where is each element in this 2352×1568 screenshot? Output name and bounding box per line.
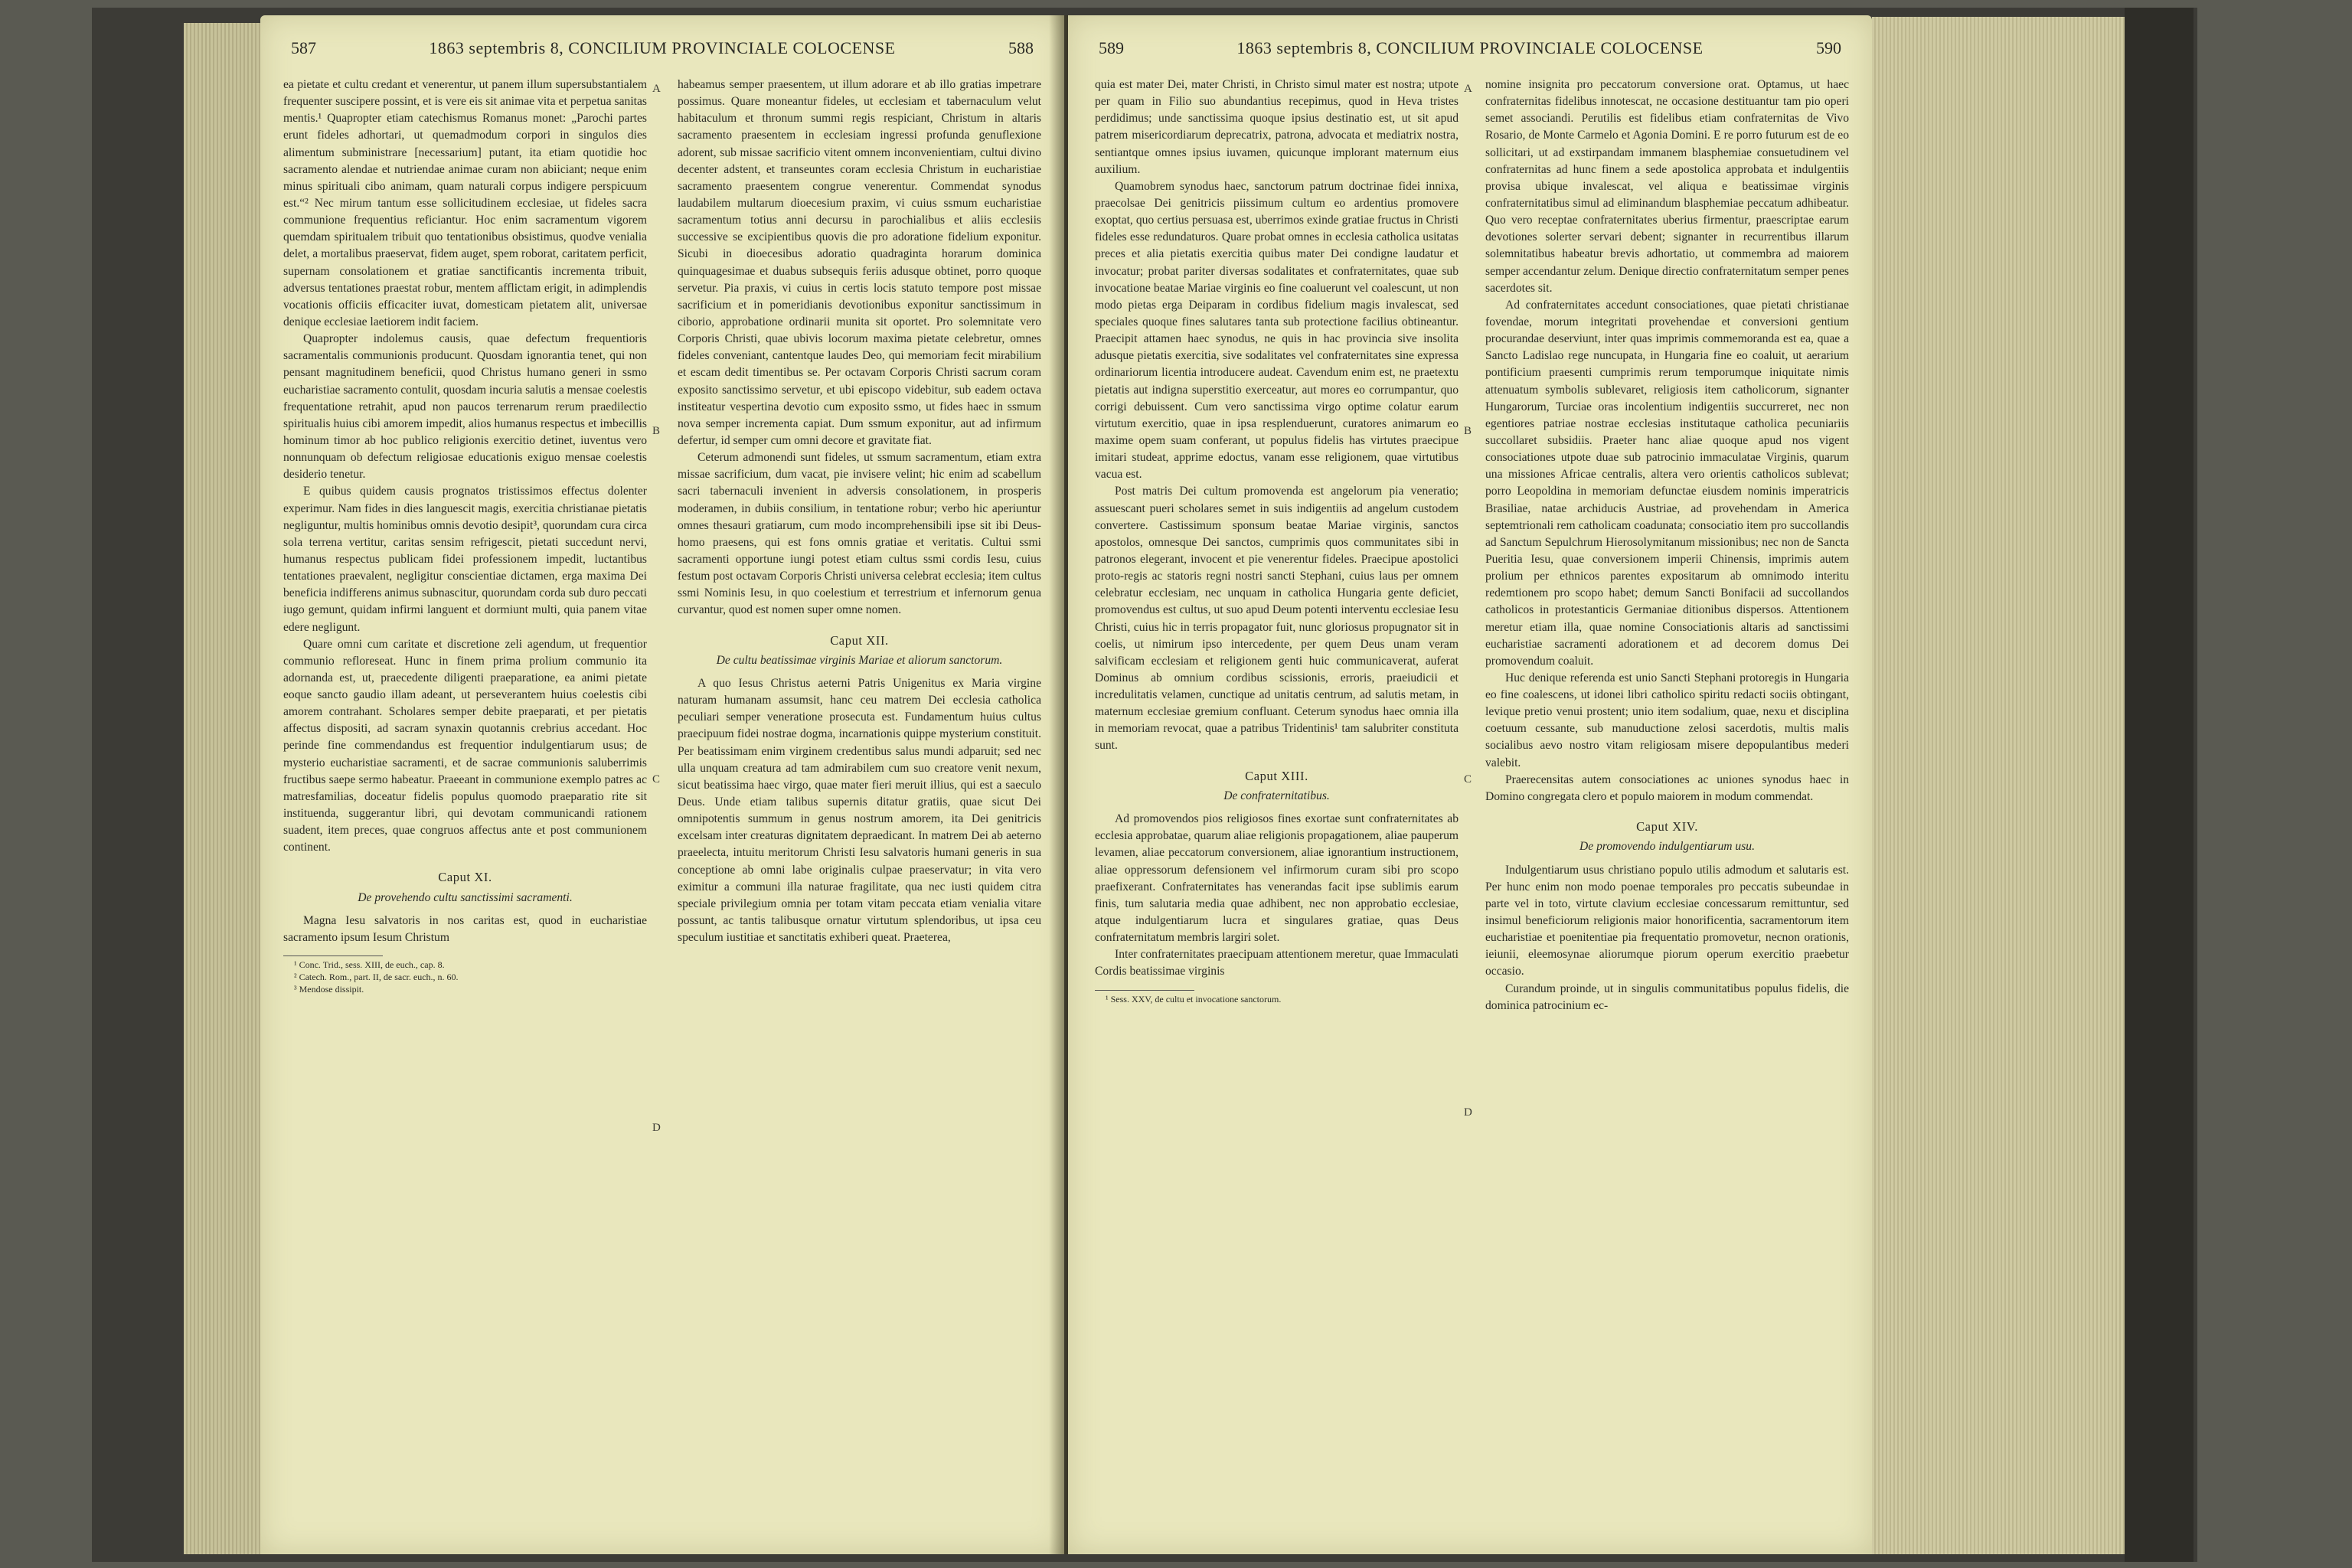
text-column-1 bbox=[283, 77, 647, 995]
page-number-right: 590 bbox=[1815, 38, 1841, 57]
paragraph: habeamus semper praesentem, ut illum adorare et ab illo gratias impetrare possimus. Quare moneantur fideles, ut ecclesiam et tabernaculum velut habitaculum et thronum summi regis respiciant, Christum in altaris sacramento praesentem in ecclesiam ingressi profunda genuflexione adorent, sub missae sacrificio vitent omnem inconvenientiam, cultui divino decenter adstent, et transeuntes coram ecclesia Christum in eucharistiae sacramento praesentem congrue venerentur. Commendat synodus laudabilem multarum dioecesium praxim, vi cuius ssmum eucharistiae sacramentum totius anni decursu in parochialibus et aliis ecclesiis successive se excipientibus quovis die pro adoratione fidelium exponitur. Sicubi in dioecesibus adoratio quadraginta horarum dominica quinquagesimae et duabus subsequis feriis adusque obtinet, porro quoque servetur. Pia praxis, vi cuius in certis locis statuto tempore post missae sacrificium et in pomeridianis devotionibus exponitur sanctissimum in ciborio, approbatione ordinarii munita sit oportet. Pro solemnitate vero Corporis Christi, quae ubivis locorum maxima pietate celebretur, omnes fideles conveniant, cantentque laudes Deo, qui memoriam fecit mirabilium et escam dedit timentibus se. Per octavam Corporis Christi sacrum coram exposito sanctissimo servetur, et ubi episcopo videbitur, sub eadem octava institeatur vespertina devotio cum exposito ssmo, ut fides haec in ssmum nova semper incrementa capiat. Dum ssmum exponitur, aut ad infirmum defertur, id semper cum omni decore et gravitate fiat. bbox=[678, 78, 1041, 447]
margin-letter: C bbox=[1464, 773, 1472, 786]
running-title: 1863 septembris 8, CONCILIUM PROVINCIALE COLOCENSE bbox=[1236, 38, 1704, 57]
running-title: 1863 septembris 8, CONCILIUM PROVINCIALE COLOCENSE bbox=[429, 38, 896, 57]
margin-letter: B bbox=[1464, 425, 1472, 437]
chapter-heading: Caput XIV. bbox=[1636, 819, 1698, 835]
footnote: ³ Mendose dissipit. bbox=[294, 983, 364, 995]
footnotes bbox=[283, 959, 647, 995]
text-column-2 bbox=[678, 77, 1041, 946]
chapter-subtitle: De provehendo cultu sanctissimi sacramenti. bbox=[358, 890, 573, 904]
page-number-left: 587 bbox=[291, 38, 316, 57]
right-page-edges bbox=[1872, 17, 2125, 1554]
paragraph: Ceterum admonendi sunt fideles, ut ssmum sacramentum, etiam extra missae sacrificium, dum vacat, pie invisere velint; hic enim ad scabellum sacri tabernaculi invenient in adversis consolationem, in prosperis moderamen, in dubiis consilium, in tentatione robur; verbo hic aperiuntur omnes thesauri gratiarum, cum modo incomprehensibili ipse sit ibi Deus-homo praesens, qui est fons omnis gratiae et veritatis. Cultui ssmi sacramenti opportune iungi potest etiam cultus ssmi cordis Iesu, cuius festum post octavam Corporis Christi universa celebrat ecclesia; item cultus ssmi Nominis Iesu, in quo coelestium et terrestrium et infernorum genua curvantur, quod est nomen super omne nomen. bbox=[678, 451, 1041, 617]
paragraph: Ad promovendos pios religiosos fines exortae sunt confraternitates ab ecclesia approbatae, quarum aliae religionis propagationem, aliae pauperum levamen, aliae peccatorum conversionem, aliae ignorantium instructionem, aliae oppressorum defensionem vel infirmorum curam sibi pro scopo praefixerant. Confraternitates has venerandas facit ipse sublimis earum finis, tum salutaria media quae adhibent, nec non approbatio ecclesiae, atque indulgentiarum lucra et singulares gratiae, quas Deus confraternitatum membris largiri solet. bbox=[1095, 812, 1459, 945]
footnote-divider bbox=[1095, 990, 1194, 991]
paragraph: Inter confraternitates praecipuam attentionem meretur, quae Immaculati Cordis beatissimae virginis bbox=[1095, 948, 1459, 978]
left-page bbox=[260, 15, 1064, 1554]
chapter-subtitle: De promovendo indulgentiarum usu. bbox=[1579, 840, 1755, 854]
paragraph: ea pietate et cultu credant et venerentur, ut panem illum supersubstantialem frequenter suscipere possint, et is vere eis sit animae vita et perpetua sanitas mentis.¹ Quapropter etiam catechismus Romanus monet: „Parochi partes erunt fideles adhortari, ut quemadmodum corpori in singulos dies alimentum subministrare [necessarium] putant, ita etiam quotidie hoc sacramento alendae et nutriendae animae curam non abiiciant; neque enim minus spirituali cibo animam, quam naturali corpus indigere perspicuum est.“² Nec mirum tantum esse sollicitudinem ecclesiae, ut fideles sacra communione frequentius reficiantur. Hoc enim sacramentum vigorem quemdam spiritualem tribuit quo tentationibus obsistimus, quodve venialia delet, a mortalibus praeservat, fidem auget, spem roborat, caritatem perficit, supernam consolationem et gratiae sanctificantis incrementa tribuit, adversus tentationes praestat robur, mentem afflictam erigit, in adimplendis vocationis officiis efficaciter iuvat, domesticam pietatem alit, universae denique ecclesiae laetiorem indit faciem. bbox=[283, 78, 647, 328]
chapter-subtitle: De confraternitatibus. bbox=[1223, 789, 1330, 803]
running-head bbox=[1099, 35, 1841, 61]
text-column-2 bbox=[1485, 77, 1849, 1014]
paragraph: nomine insignita pro peccatorum conversione orat. Optamus, ut haec confraternitas fidelibus innotescat, ne occasione destituantur tam pio operi semet associandi. Perutilis est fidelibus etiam confraternitas de Vivo Rosario, de Monte Carmelo et Agonia Domini. E re porro futurum est de eo sollicitari, ut ad exstirpandam immanem blasphemiae consuetudinem vel confraternitas ad hunc finem a sede apostolica approbata et indulgentiis provisa ubique invalescat, vel aliqua e beatissimae virginis confraternitatibus simul ad eliminandum blasphemiae peccatum adhibeatur. Quo vero receptae confraternitates uberius firmentur, praescriptae earum devotiones solerter servari debent; signanter in recurrentibus illarum solemnitatibus habeatur brevis adhortatio, ut commembra ad maiorem semper accendantur zelum. Denique directio confraternitatum semper penes sacerdotes sit. bbox=[1485, 78, 1849, 295]
chapter-heading: Caput XIII. bbox=[1245, 768, 1308, 783]
paragraph: Post matris Dei cultum promovenda est angelorum pia veneratio; assuescant pueri scholares semet in suis indigentiis ad angelum custodem convertere. Castissimum sponsum beatae Mariae virginis, sanctos apostolos, omnesque Dei sanctos, cumprimis quos communitates sibi in patronos elegerant, invocent et pie venerentur fideles. Praecipue apostolici proto-regis ac statoris regni nostri sancti Stephani, cuius laus per omnem celebratur ecclesiam, nec unquam in catholica Hungaria gente deficiet, promovendus est cultus, ut suo apud Deum potenti interventu ecclesiae Iesu Christi, cuius hic in terris propagator fuit, nunc gloriosus propugnator sit in coelis, ut nimirum ipso intercedente, per quem Deus unam veram salvificam ecclesiam et religionem genti huic communicaverat, auferat Dominus ab omnium cordibus scissionis, erroris, praeiudicii et incredulitatis velamen, cunctique ad unitatis centrum, ad salutis metam, in maternum ecclesiae gremium confluant. Ceterum synodus haec omnia illa in memoriam revocat, quae a patribus Tridentinis¹ tam salubriter constituta sunt. bbox=[1095, 485, 1459, 753]
paragraph: Quare omni cum caritate et discretione zeli agendum, ut frequentior communio refloreseat. Hunc in finem prima prolium communio ita adornanda est, ut, praecedente diligenti praeparatione, ea animi pietate eoque sancto gaudio illam adeant, ut perseverantem huius coelestis cibi amorem contrahant. Scholares semper debite praeparati, et per pietatis affectus dispositi, ad sacram synaxin quotannis crebrius accedant. Hoc perinde fine commendandus est frequentior indulgentiarum usus; de mysterio eucharistiae sacramenti, et de sacrae communionis saluberrimis fructibus saepe sermo habeatur. Praeeant in communione exemplo patres ac matresfamilias, doceatur fidelis populus quomodo praeparatio rite sit instituenda, suggerantur libri, qui devotam communicandi rationem suadent, item preces, quae congruos affectus ante et post communionem continent. bbox=[283, 637, 647, 854]
paragraph: quia est mater Dei, mater Christi, in Christo simul mater est nostra; utpote per quam in Filio suo abundantius recepimus, quod in Heva tristes perdidimus; unde sanctissima quoque ipsius destinatio est, ut sit apud patrem misericordiarum deprecatrix, patrona, advocata et mediatrix nostra, sentiantque omnes ipsius iuvamen, quicunque implorant maternum eius auxilium. bbox=[1095, 78, 1459, 176]
paragraph: Quamobrem synodus haec, sanctorum patrum doctrinae fidei innixa, praecolsae Dei genitricis piissimum cultum eo ardentius promovere exoptat, quo certius persuasa est, uberrimos exinde gratiae fructus in Christi fideles esse redundaturos. Quare probat omnes in ecclesia catholica usitatas preces et alia pietatis exercitia quibus mater Dei condigne laudatur et invocatur; probat pariter diversas sodalitates et confraternitates, quae sub invocatione beatae Mariae virginis eo fine coaluerunt vel coalescunt, ut non modo pietas erga Deiparam in cordibus fidelium magis invalescat, sed speciales quoque fines salutares tanta sub protectione facilius obtineantur. Praecipit attamen haec synodus, ne quis in hac provincia sive insolita adusque pietatis exercitia, sive sodalitates vel confraternitates sine expressa ordinariorum licentia introducere audeat. Cavendum enim est, ne praetextu pietatis aut indigna superstitio exerceatur, aut mores eo corrumpantur, quo corrigi debuissent. Cum vero sanctissima virgo optime colatur earum virtutum exercitio, quae in ipsa resplenduerunt, curatores animarum eo maxime opem suam conferant, ut populus fidelis has virtutes praecipue imitari studeat, apprime edoctus, vanam esse religionem, quae virtutibus vacua est. bbox=[1095, 179, 1459, 482]
margin-letter: D bbox=[1464, 1106, 1472, 1119]
paragraph: A quo Iesus Christus aeterni Patris Unigenitus ex Maria virgine naturam humanam assumsit, hanc ceu matrem Dei ecclesia catholica peculiari semper veneratione prosecuta est. Fundamentum huius cultus praecipuum fidei nostrae dogma, incarnationis quippe mysterium constituit. Per beatissimam enim virginem credentibus salus mundi adparuit; sed nec ulla unquam creatura ad tam admirabilem cum suo creatore venit nexum, sicut beatissima haec virgo, quae mater fieri meruit illius, qui est a saeculo Deus. Unde etiam talibus supernis ditatur gratiis, quae sicut Dei omnipotentis summum in genus nostrum amorem, ita Dei genitricis excelsam inter creaturas dignitatem depraedicant. In matrem Dei ab aeterno praeelecta, intuitu meritorum Christi Iesu salvatoris humani generis in sua conceptione ab omni labe originalis culpae praeservatur; in vita vero eximitur a communi illa naturae fragilitate, qua nec iusti quidem citra speciale privilegium omnia per totam vitam peccata etiam venialia vitare possunt, ac tantis talibusque ornatur virtutum splendoribus, ut ipsa ceu speculum iustitiae et sanctitatis exhiberi queat. Praeterea, bbox=[678, 677, 1041, 945]
right-page bbox=[1068, 15, 1872, 1554]
footnote: ² Catech. Rom., part. II, de sacr. euch., n. 60. bbox=[294, 971, 459, 982]
footnote: ¹ Conc. Trid., sess. XIII, de euch., cap. 8. bbox=[294, 959, 445, 971]
footnotes bbox=[1095, 994, 1459, 1006]
chapter-heading: Caput XII. bbox=[830, 632, 889, 648]
footnote: ¹ Sess. XXV, de cultu et invocatione sanctorum. bbox=[1106, 993, 1282, 1004]
margin-letter: B bbox=[652, 425, 661, 437]
chapter-subtitle: De cultu beatissimae virginis Mariae et aliorum sanctorum. bbox=[716, 653, 1003, 667]
margin-letter: A bbox=[652, 83, 661, 95]
book-cover-edge bbox=[2125, 8, 2194, 1562]
paragraph: Curandum proinde, ut in singulis communitatibus populus fidelis, die dominica patrocinium ec- bbox=[1485, 982, 1849, 1012]
chapter-heading: Caput XI. bbox=[438, 870, 492, 885]
paragraph: Ad confraternitates accedunt consociationes, quae pietati christianae fovendae, morum integritati provehendae et conversioni gentium procurandae deserviunt, inter quas imprimis commemoranda est ea, quae a Sancto Ladislao rege nuncupata, in Hungaria fine eo coaluit, ut aerarium pontificium praesenti cumprimis rerum temporumque iniquitate nimis attenuatum symbolis sublevaret, religiosis item catholicorum, signanter Hungarorum, Turciae oras incolentium indigentiis succurreret, nec non egentiores patriae nostrae ecclesias institutaque catholica pecuniariis succollaret subsidiis. Praeter hanc aliae quoque apud nos vigent consociationes utpote duae sub patrocinio immaculatae Virginis, quarum una missiones Africae centralis, altera vero orientis catholicos sublevat; porro Leopoldina in memoriam defunctae eiusdem nominis imperatricis Brasiliae, natae archiducis Austriae, ad provehendam in America septemtrionali rem catholicam coadunata; consociatio item pro succollandis ad Sanctum Sepulchrum Hierosolymitanum missionibus; nec non de Sancta Pueritia Iesu, quae conversionem imperii Chinensis, imprimis autem prolium per ethnicos parentes expositarum ab omnimodo interitu redemtionem pro scopo habet; demum Sancti Bonifacii ad succollandos catholicos in protestanticis Germaniae ditionibus dispersos. Attentionem meretur etiam illa, quae nomine Consociationis altaris ad sanctissimi eucharistiae sacramenti adorationem et ad decorem domus Dei promovendum coaluit. bbox=[1485, 298, 1849, 668]
margin-letter: D bbox=[652, 1122, 661, 1134]
paragraph: Praerecensitas autem consociationes ac uniones synodus haec in Domino congregata clero et populo maiorem in modum commendat. bbox=[1485, 773, 1849, 803]
paragraph: Indulgentiarum usus christiano populo utilis admodum et salutaris est. Per hunc enim non modo poenae temporales pro peccatis subeundae in parte vel in toto, virtute clavium ecclesiae concessarum remittuntur, sed insimul beneficiorum religionis maior honorificentia, sacramentorum item eucharistiae et poenitentiae pia frequentatio promovetur, necnon orationis, ieiunii, eleemosynae aliorumque piorum operum exercitio praebetur occasio. bbox=[1485, 863, 1849, 978]
margin-letter: C bbox=[652, 773, 661, 786]
paragraph: Huc denique referenda est unio Sancti Stephani protoregis in Hungaria eo fine coalescens, ut idonei libri catholico spiritu redacti sociis obtingant, levique pretio venui prostent; unio item sodalium, quae, nexu et disciplina coetuum cessante, sub manuductione zelosi sacerdotis, multis malis socialibus aevo nostro vitam religiosam misere depopulantibus mederi valebit. bbox=[1485, 671, 1849, 769]
page-number-left: 589 bbox=[1099, 38, 1124, 57]
paragraph: E quibus quidem causis prognatos tristissimos effectus dolenter experimur. Nam fides in dies languescit magis, exercitia christianae pietatis negliguntur, multis hominibus omnis devotio desipit³, quorundam cura circa sola terrena vertitur, caritas sensim refrigescit, pietati succedunt nervi, humanus respectus publicam fidei professionem impedit, luctantibus tentationes praevalent, negligitur conscientiae dictamen, erga maxima Dei beneficia indifferens animus subnascitur, quorundam corda sub duro peccati iugo gemunt, quidam infirmi languent et dormiunt multi, quia panem vitae edere negligunt. bbox=[283, 485, 647, 634]
margin-letter: A bbox=[1464, 83, 1472, 95]
running-head bbox=[291, 35, 1034, 61]
paragraph: Quapropter indolemus causis, quae defectum frequentioris sacramentalis communionis producunt. Quosdam ignorantia tenet, qui non pensant magnitudinem beneficii, quod Christus humano generi in ssmo eucharistiae sacramento contulit, quosdam incuria salutis a mensae coelestis frequentatione retrahit, apud non paucos terrenarum rerum praedilectio spiritualis huius cibi amorem impedit, alios humanus respectus et imbecillis hominum timor ab hoc publico religionis exercitio detinet, iuventus vero nonnunquam ob defectum religiosae educationis exiguo mensae coelestis desiderio tenetur. bbox=[283, 332, 648, 482]
paragraph: Magna Iesu salvatoris in nos caritas est, quod in eucharistiae sacramento ipsum Iesum Christum bbox=[283, 914, 647, 945]
text-column-1 bbox=[1095, 77, 1459, 1005]
left-page-edges bbox=[184, 23, 260, 1554]
page-number-right: 588 bbox=[1008, 38, 1034, 57]
